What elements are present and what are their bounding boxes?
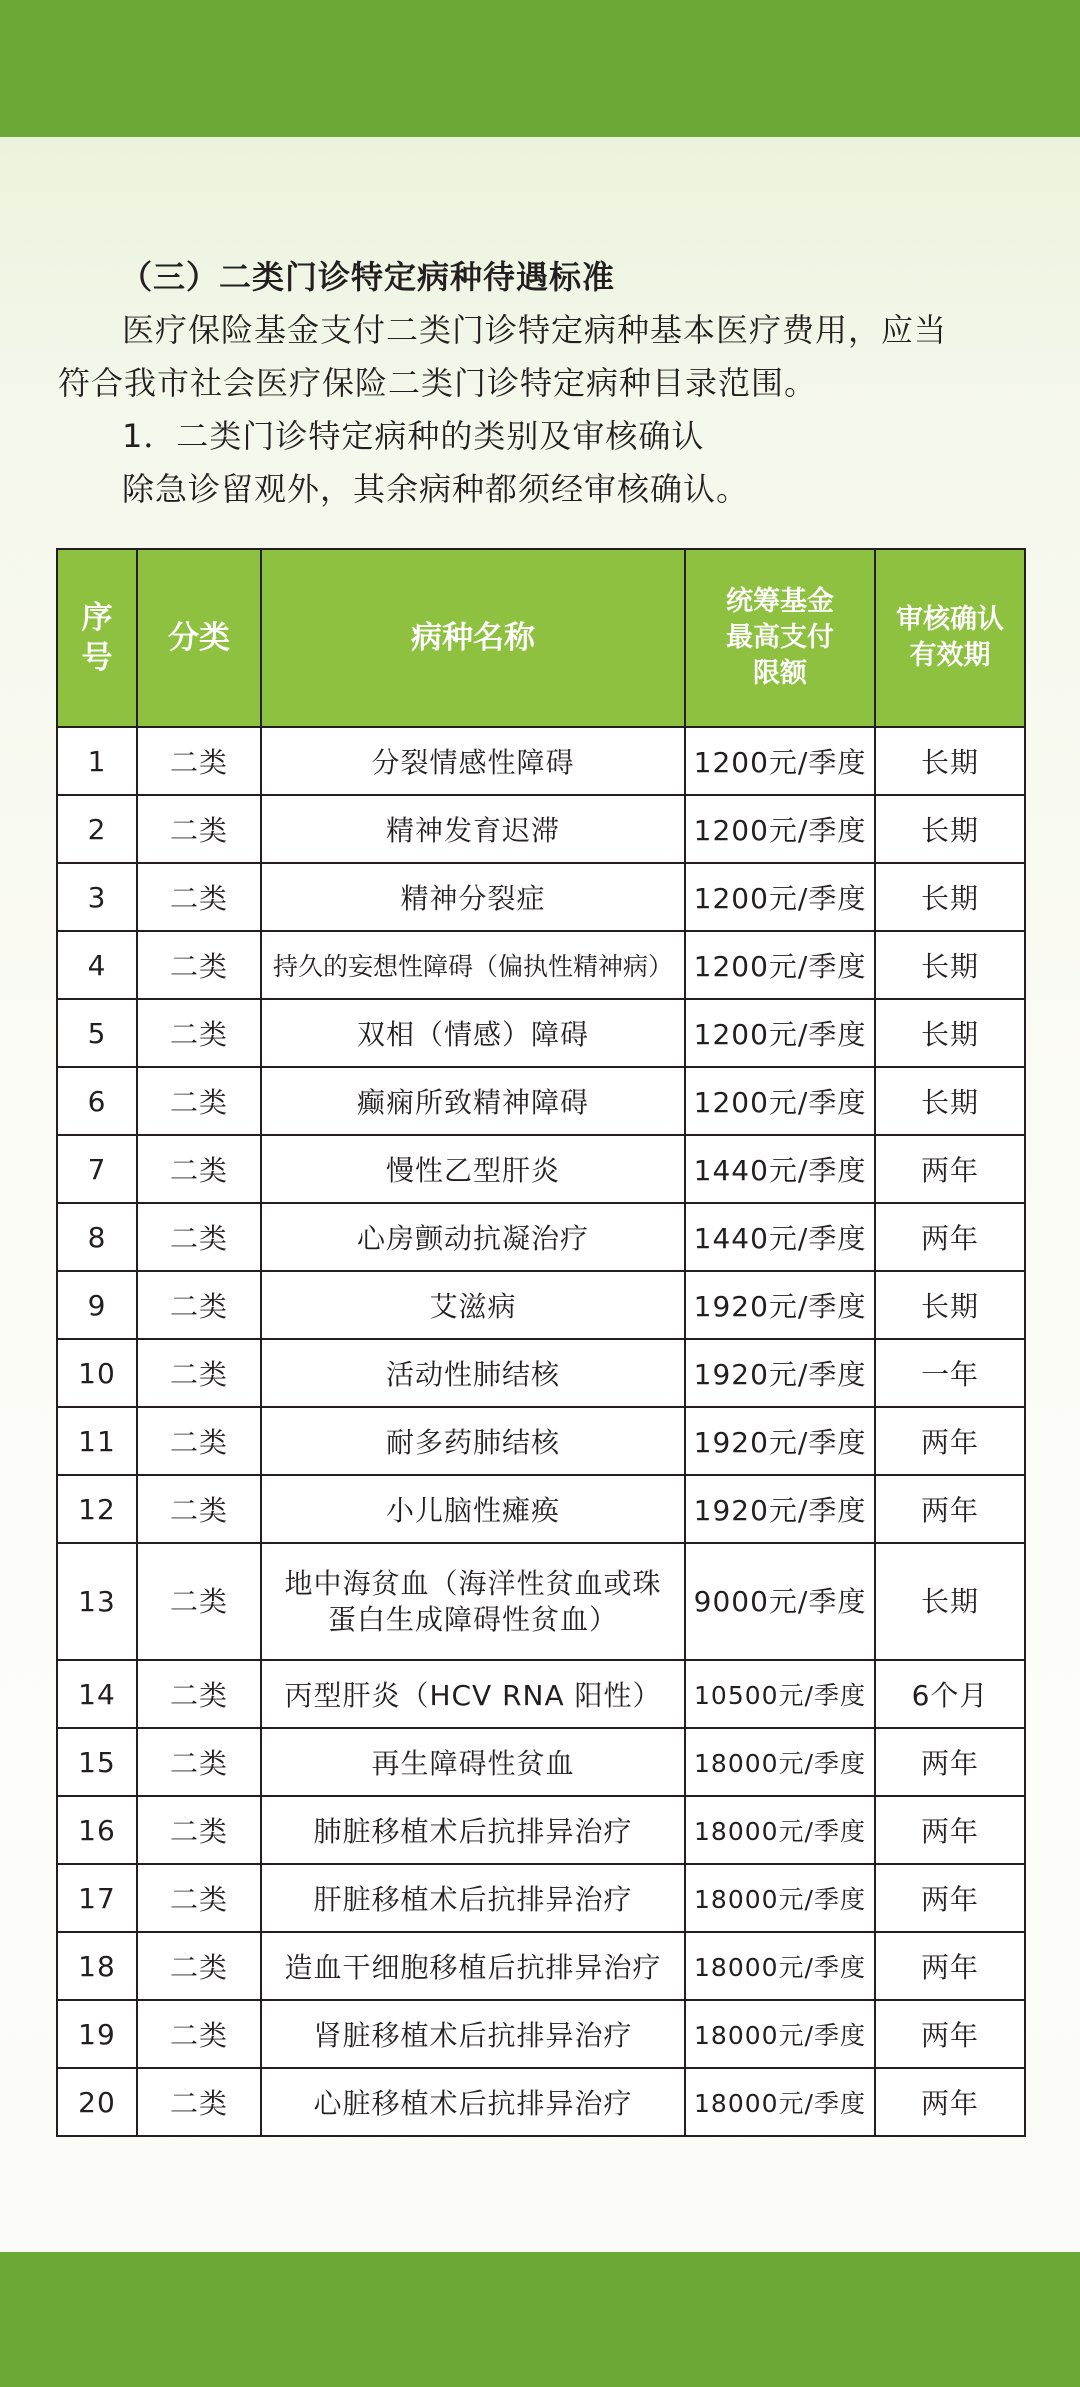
paragraph-line: 医疗保险基金支付二类门诊特定病种基本医疗费用，应当: [122, 311, 948, 349]
cell-category: 二类: [137, 1660, 261, 1728]
cell-seq: 20: [57, 2068, 137, 2136]
cell-validity: 两年: [875, 1864, 1025, 1932]
cell-disease-name: 持久的妄想性障碍（偏执性精神病）: [261, 931, 685, 999]
paragraph-line: 符合我市社会医疗保险二类门诊特定病种目录范围。: [58, 364, 818, 402]
cell-disease-name-line: 地中海贫血（海洋性贫血或珠: [284, 1566, 662, 1600]
header-seq: [57, 549, 137, 727]
disease-table: [56, 548, 1026, 2137]
cell-disease-name: 活动性肺结核: [261, 1339, 685, 1407]
table-row: [57, 863, 1025, 931]
table-header: [57, 549, 1025, 727]
table-row: [57, 931, 1025, 999]
cell-payment-limit: 1200元/季度: [685, 999, 875, 1067]
cell-payment-limit: 10500元/季度: [685, 1660, 875, 1728]
table-row: [57, 2000, 1025, 2068]
cell-payment-limit: 1200元/季度: [685, 931, 875, 999]
cell-seq: 1: [57, 727, 137, 795]
table-row: [57, 1475, 1025, 1543]
cell-seq: 16: [57, 1796, 137, 1864]
header-text: 最高支付: [726, 622, 834, 653]
cell-seq: 13: [57, 1543, 137, 1660]
cell-validity: 长期: [875, 727, 1025, 795]
table-row: [57, 727, 1025, 795]
section-title: （三）二类门诊特定病种待遇标准: [120, 258, 616, 296]
cell-seq: 6: [57, 1067, 137, 1135]
header-text: 统筹基金: [726, 586, 834, 617]
cell-category: 二类: [137, 1067, 261, 1135]
cell-disease-name: 艾滋病: [261, 1271, 685, 1339]
table-row: [57, 1543, 1025, 1660]
cell-category: 二类: [137, 1407, 261, 1475]
cell-seq: 12: [57, 1475, 137, 1543]
header-text: 分类: [168, 620, 230, 656]
table-row: [57, 2068, 1025, 2136]
cell-validity: 两年: [875, 1407, 1025, 1475]
cell-disease-name: 肺脏移植术后抗排异治疗: [261, 1796, 685, 1864]
cell-category: 二类: [137, 1728, 261, 1796]
header-payment-limit: [685, 549, 875, 727]
cell-validity: 长期: [875, 999, 1025, 1067]
header-text: 有效期: [909, 640, 991, 671]
cell-validity: 两年: [875, 1135, 1025, 1203]
cell-category: 二类: [137, 999, 261, 1067]
bottom-banner: [0, 2252, 1080, 2387]
cell-validity: 两年: [875, 1932, 1025, 2000]
cell-payment-limit: 1200元/季度: [685, 727, 875, 795]
cell-validity: 长期: [875, 931, 1025, 999]
cell-validity: 两年: [875, 1796, 1025, 1864]
header-category: [137, 549, 261, 727]
cell-disease-name: 精神分裂症: [261, 863, 685, 931]
cell-category: 二类: [137, 1864, 261, 1932]
cell-validity: 长期: [875, 1067, 1025, 1135]
header-disease-name: [261, 549, 685, 727]
table-row: [57, 1660, 1025, 1728]
cell-payment-limit: 1440元/季度: [685, 1135, 875, 1203]
cell-disease-name-line: 蛋白生成障碍性贫血）: [327, 1602, 618, 1636]
table-row: [57, 999, 1025, 1067]
cell-disease-name: 双相（情感）障碍: [261, 999, 685, 1067]
cell-seq: 15: [57, 1728, 137, 1796]
table-row: [57, 1067, 1025, 1135]
cell-disease-name: 精神发育迟滞: [261, 795, 685, 863]
cell-payment-limit: 1200元/季度: [685, 863, 875, 931]
cell-payment-limit: 1920元/季度: [685, 1339, 875, 1407]
cell-category: 二类: [137, 1339, 261, 1407]
cell-disease-name: 肝脏移植术后抗排异治疗: [261, 1864, 685, 1932]
cell-validity: 两年: [875, 1203, 1025, 1271]
cell-seq: 10: [57, 1339, 137, 1407]
header-text: 病种名称: [411, 620, 535, 656]
cell-disease-name: 心房颤动抗凝治疗: [261, 1203, 685, 1271]
header-text: 序: [81, 600, 113, 636]
cell-payment-limit: 1200元/季度: [685, 795, 875, 863]
table-row: [57, 1135, 1025, 1203]
cell-disease-name: 造血干细胞移植后抗排异治疗: [261, 1932, 685, 2000]
cell-disease-name: 耐多药肺结核: [261, 1407, 685, 1475]
cell-disease-name: 慢性乙型肝炎: [261, 1135, 685, 1203]
cell-disease-name: 心脏移植术后抗排异治疗: [261, 2068, 685, 2136]
table-row: [57, 1271, 1025, 1339]
top-banner: [0, 0, 1080, 137]
cell-seq: 7: [57, 1135, 137, 1203]
cell-category: 二类: [137, 1271, 261, 1339]
cell-disease-name: 丙型肝炎（HCV RNA 阳性）: [261, 1660, 685, 1728]
cell-disease-name: 肾脏移植术后抗排异治疗: [261, 2000, 685, 2068]
table-row: [57, 1728, 1025, 1796]
cell-disease-name: 分裂情感性障碍: [261, 727, 685, 795]
cell-payment-limit: 18000元/季度: [685, 1728, 875, 1796]
cell-category: 二类: [137, 1475, 261, 1543]
cell-seq: 19: [57, 2000, 137, 2068]
cell-payment-limit: 1200元/季度: [685, 1067, 875, 1135]
cell-seq: 4: [57, 931, 137, 999]
cell-seq: 17: [57, 1864, 137, 1932]
cell-payment-limit: 9000元/季度: [685, 1543, 875, 1660]
cell-payment-limit: 18000元/季度: [685, 1932, 875, 2000]
cell-payment-limit: 18000元/季度: [685, 2000, 875, 2068]
cell-seq: 8: [57, 1203, 137, 1271]
cell-payment-limit: 1920元/季度: [685, 1407, 875, 1475]
cell-validity: 两年: [875, 2000, 1025, 2068]
table-row: [57, 1864, 1025, 1932]
paragraph-review-note: 除急诊留观外，其余病种都须经审核确认。: [122, 470, 750, 508]
header-text: 限额: [753, 658, 807, 689]
cell-payment-limit: 1920元/季度: [685, 1271, 875, 1339]
cell-disease-name: 小儿脑性瘫痪: [261, 1475, 685, 1543]
table-body: [57, 727, 1025, 2136]
cell-payment-limit: 1440元/季度: [685, 1203, 875, 1271]
table-row: [57, 1796, 1025, 1864]
cell-category: 二类: [137, 795, 261, 863]
cell-category: 二类: [137, 727, 261, 795]
cell-category: 二类: [137, 863, 261, 931]
cell-validity: 两年: [875, 1728, 1025, 1796]
cell-validity: 6个月: [875, 1660, 1025, 1728]
table-row: [57, 795, 1025, 863]
cell-seq: 11: [57, 1407, 137, 1475]
cell-validity: 两年: [875, 2068, 1025, 2136]
cell-seq: 5: [57, 999, 137, 1067]
cell-validity: 长期: [875, 1271, 1025, 1339]
cell-validity: 两年: [875, 1475, 1025, 1543]
cell-category: 二类: [137, 1203, 261, 1271]
paragraph-fund-payment: [58, 304, 1018, 410]
table-row: [57, 1203, 1025, 1271]
cell-category: 二类: [137, 2068, 261, 2136]
cell-seq: 3: [57, 863, 137, 931]
table-row: [57, 1932, 1025, 2000]
cell-disease-name: 癫痫所致精神障碍: [261, 1067, 685, 1135]
cell-category: 二类: [137, 1796, 261, 1864]
header-text: 审核确认: [896, 604, 1004, 635]
cell-payment-limit: 18000元/季度: [685, 1864, 875, 1932]
cell-category: 二类: [137, 1932, 261, 2000]
cell-category: 二类: [137, 931, 261, 999]
cell-disease-name: [261, 1543, 685, 1660]
table-row: [57, 1407, 1025, 1475]
table-row: [57, 1339, 1025, 1407]
cell-category: 二类: [137, 1135, 261, 1203]
cell-validity: 长期: [875, 795, 1025, 863]
cell-category: 二类: [137, 1543, 261, 1660]
cell-validity: 一年: [875, 1339, 1025, 1407]
header-validity: [875, 549, 1025, 727]
cell-payment-limit: 18000元/季度: [685, 2068, 875, 2136]
cell-seq: 18: [57, 1932, 137, 2000]
cell-seq: 14: [57, 1660, 137, 1728]
cell-seq: 2: [57, 795, 137, 863]
cell-payment-limit: 18000元/季度: [685, 1796, 875, 1864]
cell-disease-name: 再生障碍性贫血: [261, 1728, 685, 1796]
header-text: 号: [81, 640, 113, 676]
cell-seq: 9: [57, 1271, 137, 1339]
cell-payment-limit: 1920元/季度: [685, 1475, 875, 1543]
cell-validity: 长期: [875, 1543, 1025, 1660]
paragraph-subheading: 1．二类门诊特定病种的类别及审核确认: [122, 417, 705, 455]
cell-validity: 长期: [875, 863, 1025, 931]
cell-category: 二类: [137, 2000, 261, 2068]
